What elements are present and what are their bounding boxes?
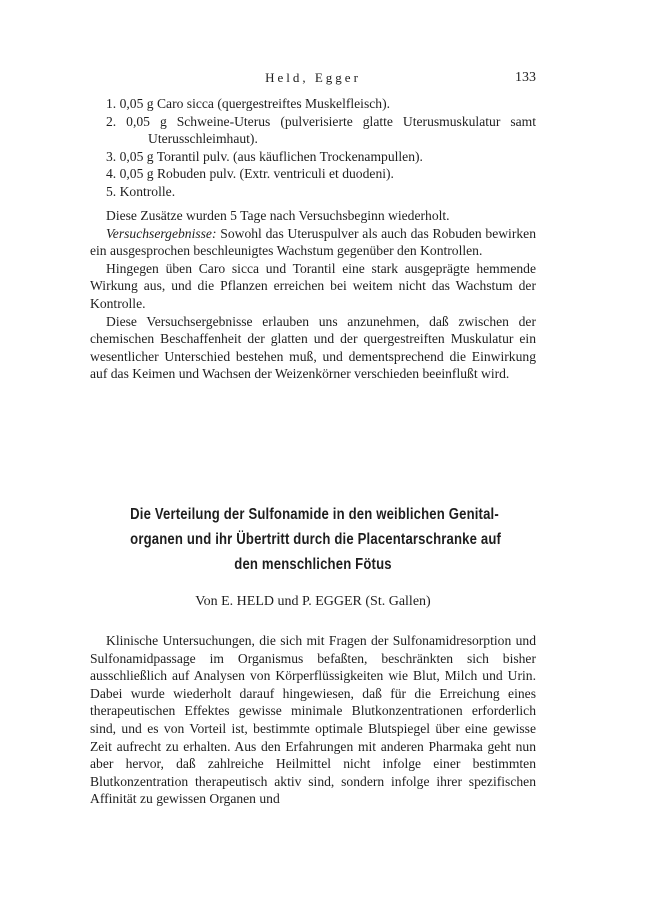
results-text: Sowohl das Uteruspulver als auch das Robuden bewirken ein ausgesprochen beschleunigtes Wachstum gegenüber den Kontrollen. [90, 225, 536, 259]
article-title-line: den menschlichen Fötus [234, 556, 392, 573]
paragraph: Diese Versuchsergebnisse erlauben uns anzunehmen, daß zwischen der chemischen Beschaffenheit der glatten und der quergestreiften Muskulatur ein wesentlicher Unterschied bestehen muß, und dementsprechend die Einwirkung auf das Keimen und Wachsen der Weizenkörner verschieden beeinflußt wird. [90, 313, 536, 382]
results-label: Versuchsergebnisse: [106, 225, 217, 241]
article-body [90, 632, 536, 808]
list-item: 1. 0,05 g Caro sicca (quergestreiftes Muskelfleisch). [106, 96, 391, 111]
article-title-line: Die Verteilung der Sulfonamide in den weiblichen Genital- [130, 506, 499, 523]
page-number: 133 [515, 70, 536, 85]
author-byline: Von E. HELD und P. EGGER (St. Gallen) [195, 594, 431, 609]
results-section [90, 207, 536, 383]
article-title-line: organen und ihr Übertritt durch die Placentarschranke auf [130, 531, 502, 548]
paragraph: Hingegen üben Caro sicca und Torantil eine stark ausgeprägte hemmende Wirkung aus, und die Pflanzen erreichen bei weitem nicht das Wachstum der Kontrolle. [90, 260, 536, 311]
paragraph: Diese Zusätze wurden 5 Tage nach Versuchsbeginn wiederholt. [106, 208, 450, 223]
list-item: 5. Kontrolle. [106, 183, 176, 199]
list-item: 4. 0,05 g Robuden pulv. (Extr. ventriculi et duodeni). [106, 166, 394, 182]
list-item: 2. 0,05 g Schweine-Uterus (pulverisierte glatte Uterusmuskulatur samt Uterusschleimhaut). [106, 113, 536, 147]
list-item: 3. 0,05 g Torantil pulv. (aus käuflichen Trockenampullen). [106, 148, 423, 164]
article-title [130, 502, 502, 577]
supplement-list [90, 95, 536, 201]
results-paragraph [90, 225, 536, 260]
page-header [90, 70, 536, 88]
paragraph: Klinische Untersuchungen, die sich mit Fragen der Sulfonamidresorption und Sulfonamidpassage im Organismus befaßten, beschränkten sich bisher ausschließlich auf Analysen von Körperflüssigkeiten wie Blut, Milch und Urin. Dabei wurde wiederholt darauf hingewiesen, daß für die Erreichung eines therapeutischen Effektes gewisse minimale Blutkonzentrationen erforderlich sind, und es von Vorteil ist, bestimmte optimale Blutspiegel über eine gewisse Zeit aufrecht zu erhalten. Aus den Erfahrungen mit anderen Pharmaka geht nun aber hervor, daß zahlreiche Heilmittel nicht infolge einer bestimmten Blutkonzentration therapeutisch aktiv sind, sondern infolge ihrer spezifischen Affinität zu gewissen Organen und [90, 633, 536, 807]
running-title: Held, Egger [265, 70, 361, 85]
